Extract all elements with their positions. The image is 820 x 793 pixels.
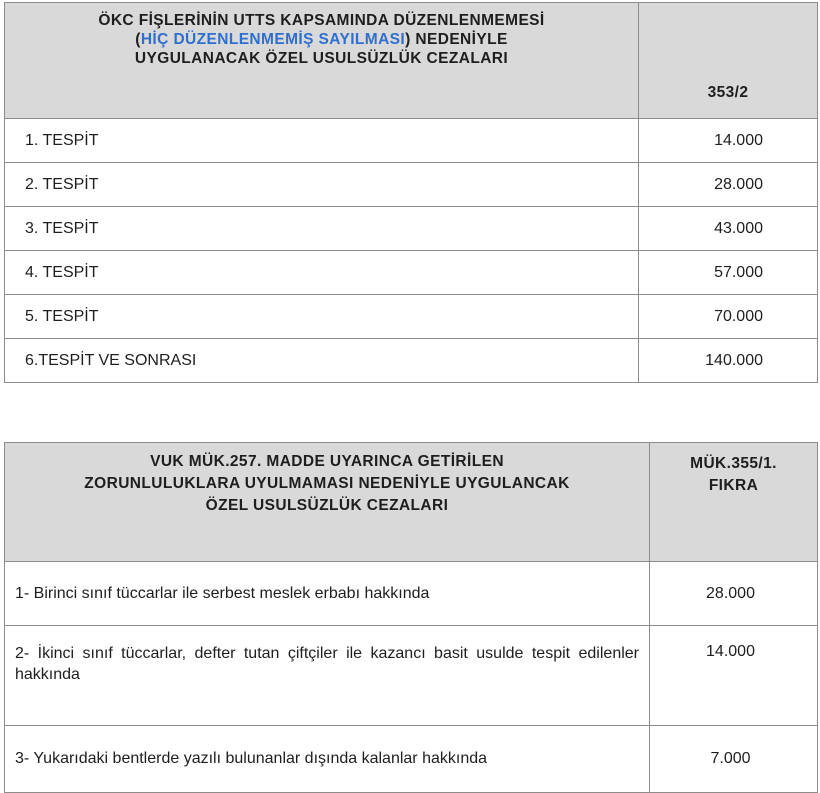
penalty-table-vuk xyxy=(4,442,818,793)
row-label: 3. TESPİT xyxy=(5,207,639,251)
row-amount: 70.000 xyxy=(639,295,818,339)
row-label: 6.TESPİT VE SONRASI xyxy=(5,339,639,383)
table-title xyxy=(5,3,639,119)
row-label: 2. TESPİT xyxy=(5,163,639,207)
table-row xyxy=(5,626,818,726)
table-row xyxy=(5,339,818,383)
row-label: 5. TESPİT xyxy=(5,295,639,339)
table-row xyxy=(5,562,818,626)
row-amount: 43.000 xyxy=(639,207,818,251)
title-paren-close: ) NEDENİYLE xyxy=(405,31,508,48)
title-highlight: HİÇ DÜZENLENMEMİŞ SAYILMASI xyxy=(140,31,406,48)
row-label: 3- Yukarıdaki bentlerde yazılı bulunanlar dışında kalanlar hakkında xyxy=(5,726,650,793)
row-amount: 57.000 xyxy=(639,251,818,295)
table-row xyxy=(5,119,818,163)
row-amount: 7.000 xyxy=(650,726,818,793)
table-row xyxy=(5,295,818,339)
row-amount: 28.000 xyxy=(650,562,818,626)
article-ref xyxy=(650,443,818,562)
table-row xyxy=(5,251,818,295)
table-row xyxy=(5,207,818,251)
title-line-3: ÖZEL USULSÜZLÜK CEZALARI xyxy=(205,497,449,514)
table-header-row xyxy=(5,3,818,119)
table-row xyxy=(5,726,818,793)
title-line-2 xyxy=(19,30,624,49)
row-amount: 28.000 xyxy=(639,163,818,207)
title-line-1: VUK MÜK.257. MADDE UYARINCA GETİRİLEN xyxy=(150,453,504,470)
table-header-row xyxy=(5,443,818,562)
article-line-1: MÜK.355/1. xyxy=(690,455,777,472)
row-label: 1- Birinci sınıf tüccarlar ile serbest meslek erbabı hakkında xyxy=(5,562,650,626)
row-amount: 14.000 xyxy=(650,626,818,726)
article-ref: 353/2 xyxy=(639,3,818,119)
article-line-2: FIKRA xyxy=(708,477,759,494)
table-title xyxy=(5,443,650,562)
penalty-table-okc xyxy=(4,2,818,383)
title-line-1: ÖKC FİŞLERİNİN UTTS KAPSAMINDA DÜZENLENMEMESİ xyxy=(98,12,545,29)
title-paren-open: ( xyxy=(135,31,141,48)
table-row xyxy=(5,163,818,207)
row-amount: 140.000 xyxy=(639,339,818,383)
row-label: 2- İkinci sınıf tüccarlar, defter tutan çiftçiler ile kazancı basit usulde tespit edilenler hakkında xyxy=(5,626,650,726)
row-label: 1. TESPİT xyxy=(5,119,639,163)
row-label: 4. TESPİT xyxy=(5,251,639,295)
row-amount: 14.000 xyxy=(639,119,818,163)
title-line-2: ZORUNLULUKLARA UYULMAMASI NEDENİYLE UYGULANCAK xyxy=(84,475,570,492)
title-line-3: UYGULANACAK ÖZEL USULSÜZLÜK CEZALARI xyxy=(134,50,509,67)
